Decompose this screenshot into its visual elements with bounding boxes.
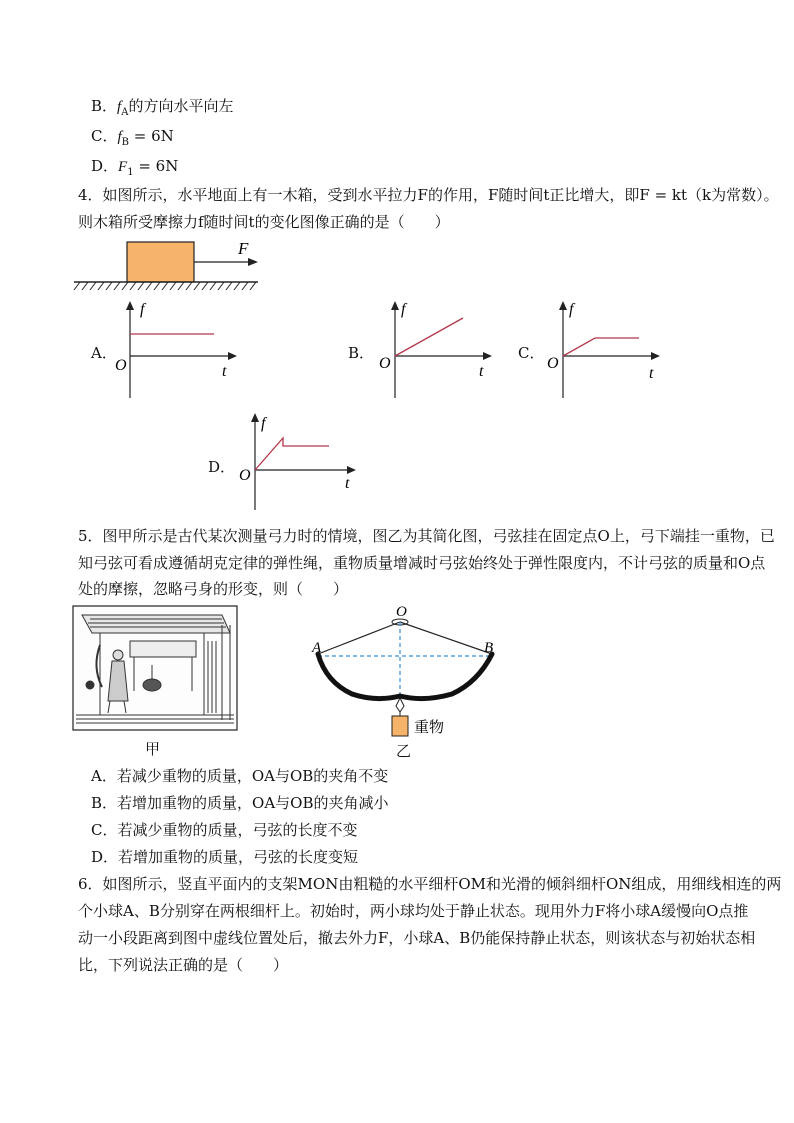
y-axis-arrow	[559, 301, 567, 310]
point-o-label: O	[396, 604, 407, 620]
weight-box	[392, 716, 408, 736]
q3-option-d: D．$F_1 = 6N$	[91, 157, 179, 178]
q4-stem-line1: 4．如图所示，水平地面上有一木箱，受到水平拉力F的作用，F随时间t正比增大，即F = kt（k为常数）。	[78, 186, 779, 204]
q4-option-c-label: C．	[518, 344, 545, 362]
y-axis-label: f	[261, 415, 266, 432]
q4-option-d-graph	[235, 410, 365, 515]
x-axis-arrow	[651, 352, 660, 360]
q3-option-b: B．$f_A$的方向水平向左	[91, 97, 234, 118]
y-axis-arrow	[391, 301, 399, 310]
q5-option-a: A．若减少重物的质量，OA与OB的夹角不变	[91, 767, 389, 785]
x-axis-arrow	[347, 466, 356, 474]
q6-stem-line4: 比，下列说法正确的是（ ）	[78, 956, 289, 974]
force-label: F	[238, 239, 249, 258]
q4-option-a-graph	[110, 298, 240, 403]
point-b-label: B	[484, 640, 494, 656]
y-axis-label: f	[569, 301, 574, 318]
q4-option-b-graph	[375, 298, 505, 403]
x-axis-label: t	[345, 475, 350, 492]
origin-label: O	[115, 357, 127, 374]
q4-box-figure	[72, 236, 272, 296]
q5-option-c: C．若减少重物的质量，弓弦的长度不变	[91, 821, 358, 839]
x-axis-arrow	[228, 352, 237, 360]
y-axis-label: f	[401, 301, 406, 318]
wooden-box	[127, 242, 194, 282]
origin-label: O	[379, 355, 391, 372]
q4-option-a-label: A．	[91, 344, 117, 362]
x-axis-label: t	[479, 363, 484, 380]
friction-curve	[395, 318, 463, 356]
point-a-label: A	[312, 640, 322, 656]
q6-stem-line3: 动一小段距离到图中虚线位置处后，撤去外力F，小球A、B仍能保持静止状态，则该状态与初始状态相	[78, 929, 756, 947]
bow-string-oa	[318, 622, 400, 654]
origin-label: O	[239, 467, 251, 484]
q5-stem-line3: 处的摩擦，忽略弓身的形变，则（ ）	[78, 580, 349, 598]
y-axis-arrow	[126, 301, 134, 310]
q5-option-d: D．若增加重物的质量，弓弦的长度变短	[91, 848, 359, 866]
friction-curve	[255, 438, 329, 470]
ground-hatching	[74, 282, 256, 290]
fig-jia-caption: 甲	[145, 740, 161, 758]
friction-curve	[563, 338, 639, 356]
weight-label: 重物	[414, 720, 445, 736]
origin-label: O	[547, 355, 559, 372]
q6-stem-line1: 6．如图所示，竖直平面内的支架MON由粗糙的水平细杆OM和光滑的倾斜细杆ON组成，用细线相连的两	[78, 875, 782, 893]
q4-stem-line2: 则木箱所受摩擦力f随时间t的变化图像正确的是（ ）	[78, 213, 450, 231]
x-axis-label: t	[649, 365, 654, 382]
bow-diagram	[302, 602, 512, 762]
q5-stem-line2: 知弓弦可看成遵循胡克定律的弹性绳，重物质量增减时弓弦始终处于弹性限度内，不计弓弦的质量和O点	[78, 554, 766, 572]
x-axis-arrow	[483, 352, 492, 360]
y-axis-label: f	[140, 301, 145, 318]
ancient-woodcut-figure	[72, 605, 240, 733]
q4-option-c-graph	[543, 298, 673, 403]
q4-option-d-label: D．	[208, 458, 236, 476]
force-arrow-head	[248, 258, 258, 266]
q6-stem-line2: 个小球A、B分别穿在两根细杆上。初始时，两小球均处于静止状态。现用外力F将小球A缓慢向O点推	[78, 902, 749, 920]
bow-string-ob	[400, 622, 492, 654]
q3-option-c: C．$f_B = 6N$	[91, 127, 174, 148]
q5-stem-line1: 5．图甲所示是古代某次测量弓力时的情境，图乙为其简化图，弓弦挂在固定点O上，弓下端挂一重物，已	[78, 527, 775, 545]
hook	[396, 698, 404, 712]
y-axis-arrow	[251, 413, 259, 422]
bow-body	[318, 654, 492, 699]
q5-option-b: B．若增加重物的质量，OA与OB的夹角减小	[91, 794, 389, 812]
x-axis-label: t	[222, 363, 227, 380]
fig-yi-caption: 乙	[396, 742, 412, 760]
q4-option-b-label: B．	[348, 344, 375, 362]
